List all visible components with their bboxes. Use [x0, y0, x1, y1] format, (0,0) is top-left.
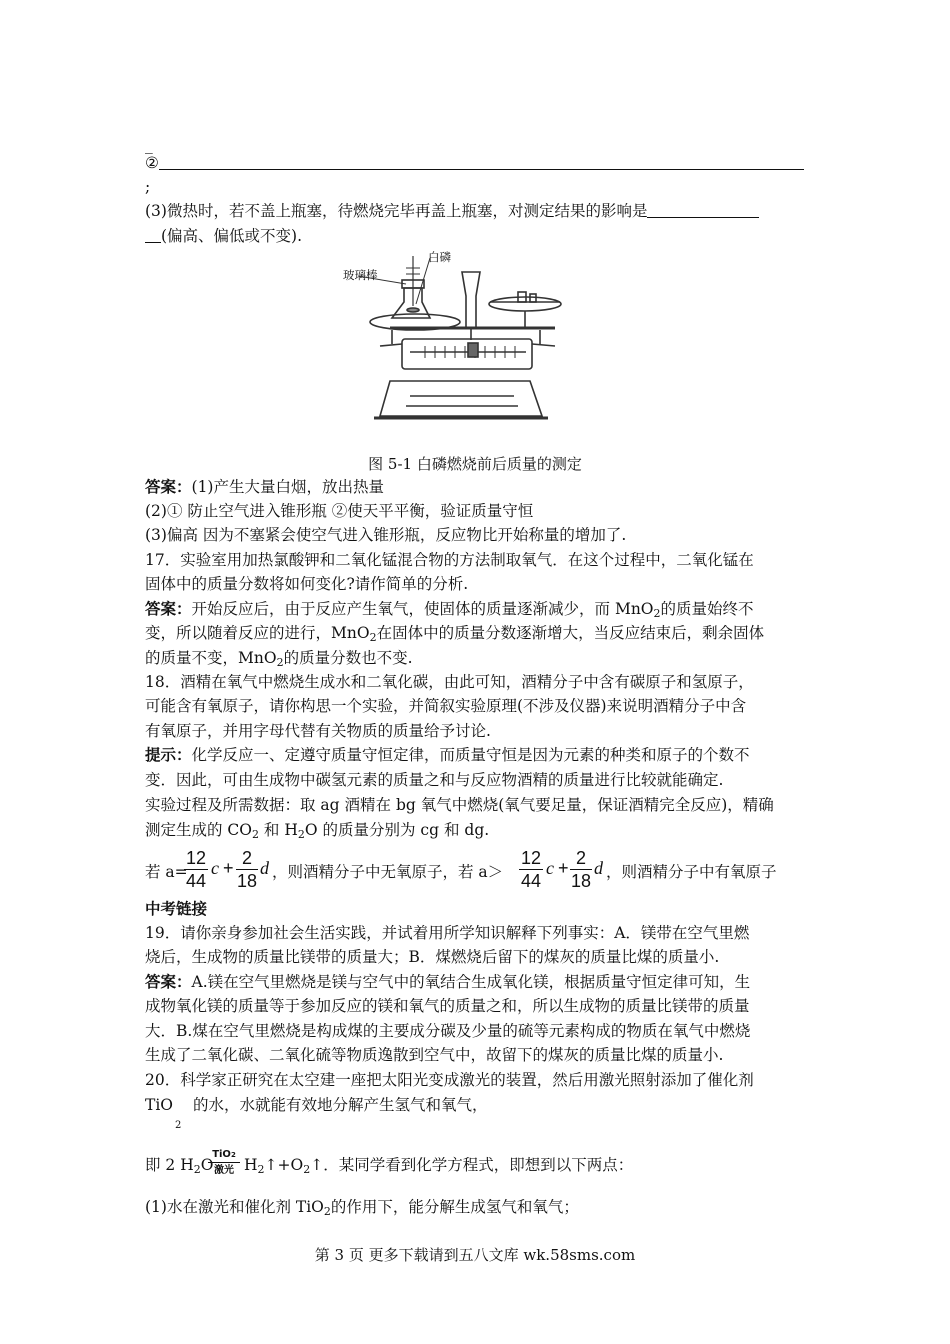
right-pan	[489, 297, 561, 311]
cond1-suffix: ，则酒精分子中无氧原子，若 a＞	[272, 863, 504, 881]
q17-line2: 固体中的质量分数将如何变化?请作简单的分析.	[145, 575, 469, 593]
label-white-phosphorus: 白磷	[428, 250, 451, 264]
q17-ans1b: 的质量始终不	[660, 600, 754, 618]
q19-answer-line3: 大．B.煤在空气里燃烧是构成煤的主要成分碳及少量的硫等元素构成的物质在氧气中燃烧	[145, 1022, 751, 1040]
frac-den: 44	[520, 871, 542, 891]
var-c: c	[546, 858, 554, 878]
q18-hint-line2: 变．因此，可由生成物中碳氢元素的质量之和与反应物酒精的质量进行比较就能确定.	[145, 771, 724, 789]
frac-den: 18	[570, 871, 592, 891]
eq-h: 即 2 H	[145, 1156, 194, 1174]
q17-ans3b: 的质量分数也不变.	[283, 649, 413, 667]
q20-point1	[145, 1196, 579, 1223]
answer16-line2: (2)① 防止空气进入锥形瓶 ②使天平平衡，验证质量守恒	[145, 502, 534, 520]
catalyst-text: TiO	[212, 1149, 231, 1160]
q18-hint1: 化学反应一、定遵守质量守恒定律，而质量守恒是因为元素的种类和原子的个数不	[191, 746, 750, 764]
q16-item2-line	[145, 152, 804, 174]
plus-sign: +	[558, 858, 569, 878]
q16-part3-text: (3)微热时，若不盖上瓶塞，待燃烧完毕再盖上瓶塞，对测定结果的影响是	[145, 202, 648, 220]
equation-products	[244, 1153, 633, 1176]
q19-line1: 19．请你亲身参加社会生活实践，并试着用所学知识解释下列事实：A．镁带在空气里燃	[145, 924, 750, 942]
balance-base	[380, 381, 542, 416]
tio-text: TiO	[145, 1096, 174, 1114]
q19-ans1: A.镁在空气里燃烧是镁与空气中的氧结合生成氧化镁，根据质量守恒定律可知，生	[191, 973, 751, 991]
tio2-subscript: 2	[175, 1120, 182, 1131]
subscript: 2	[297, 828, 305, 841]
figure-caption: 图 5-1 白磷燃烧前后质量的测定	[368, 455, 582, 473]
answer16-line3: (3)偏高 因为不塞紧会使空气进入锥形瓶，反应物比开始称量的增加了.	[145, 526, 627, 544]
q19-answer-line4: 生成了二氧化碳、二氧化硫等物质逸散到空气中，故留下的煤灰的质量比煤的质量小.	[145, 1046, 724, 1064]
point1a: (1)水在激光和催化剂 TiO	[145, 1198, 324, 1216]
subscript: 2	[323, 1205, 331, 1218]
q19-answer-line2: 成物氧化镁的质量等于参加反应的镁和氧气的质量之和，所以生成物的质量比镁带的质量	[145, 997, 750, 1015]
fraction-12-44	[519, 847, 543, 892]
cond1-prefix: 若 a=	[145, 863, 188, 881]
frac-num: 2	[241, 848, 252, 868]
frac-num: 12	[185, 848, 207, 868]
point1b: 的作用下，能分解生成氢气和氧气；	[330, 1198, 579, 1216]
q18-line1: 18．酒精在氧气中燃烧生成水和二氧化碳，由此可知，酒精分子中含有碳原子和氢原子，	[145, 673, 754, 691]
semicolon: ;	[145, 178, 151, 196]
q18-exp-line1: 实验过程及所需数据：取 ag 酒精在 bg 氧气中燃烧(氧气要足量，保证酒精完全反应)，精确	[145, 796, 774, 814]
var-c: c	[211, 858, 219, 878]
answer-blank-3	[647, 201, 759, 218]
frac-num: 12	[520, 848, 542, 868]
answer-label: 答案：	[145, 973, 192, 991]
q16-part3-line2	[145, 225, 302, 247]
q17-answer-line2	[145, 622, 764, 649]
q17-ans1a: 开始反应后，由于反应产生氧气，使固体的质量逐渐减少，而 MnO	[191, 600, 654, 618]
var-d: d	[260, 858, 269, 878]
subscript: 2	[653, 607, 661, 620]
q16-part3-options: (偏高、偏低或不变).	[161, 227, 303, 245]
page-footer: 第 3 页 更多下载请到五八文库 wk.58sms.com	[314, 1246, 636, 1264]
eq-rest: ↑+O	[264, 1156, 304, 1174]
balance-pointer-column	[462, 272, 480, 328]
plus-sign: +	[223, 858, 234, 878]
balance-scale	[402, 339, 532, 369]
fraction-12-44	[184, 847, 208, 892]
subscript: 2	[276, 656, 284, 669]
section-heading: 中考链接	[145, 900, 208, 918]
cond2-suffix: ，则酒精分子中有氧原子	[606, 863, 777, 881]
subscript: 2	[193, 1163, 201, 1176]
catalyst-above	[208, 1149, 240, 1161]
answer-blank-3-cont	[145, 226, 161, 243]
answer16-line1	[145, 476, 384, 498]
circled-2: ②	[145, 154, 159, 172]
q17-line1: 17．实验室用加热氯酸钾和二氧化锰混合物的方法制取氧气．在这个过程中，二氧化锰在	[145, 551, 754, 569]
frac-num: 2	[575, 848, 586, 868]
fraction-2-18	[236, 847, 258, 892]
answer-label: 答案：	[145, 478, 192, 496]
q17-ans3a: 的质量不变，MnO	[145, 649, 277, 667]
subscript: 2	[369, 631, 377, 644]
q18-hint-line1	[145, 744, 750, 766]
label-glass-rod: 玻璃棒	[343, 268, 378, 282]
subscript: 2	[252, 828, 259, 841]
subscript: 2	[303, 1163, 311, 1176]
subscript: 2	[257, 1163, 265, 1176]
q18-exp2c: O 的质量分别为 cg 和 dg.	[304, 821, 490, 839]
q20-line2	[145, 1094, 488, 1116]
q17-ans2a: 变，所以随着反应的进行，MnO	[145, 624, 370, 642]
q17-ans2b: 在固体中的质量分数逐渐增大，当反应结束后，剩余固体	[376, 624, 765, 642]
answer-blank-2	[159, 153, 804, 170]
eq-rest2: ↑．某同学看到化学方程式，即想到以下两点：	[310, 1156, 634, 1174]
equation-prefix	[145, 1153, 213, 1176]
q17-answer-line3	[145, 647, 413, 674]
hint-label: 提示：	[145, 746, 192, 764]
answer16-text1: (1)产生大量白烟，放出热量	[191, 478, 384, 496]
q17-answer-line1	[145, 598, 754, 625]
frac-den: 44	[185, 871, 207, 891]
reaction-condition	[208, 1149, 240, 1177]
q18-line2: 可能含有氧原子，请你构思一个实验，并简叙实验原理(不涉及仪器)来说明酒精分子中含	[145, 697, 747, 715]
q18-exp2a: 测定生成的 CO	[145, 821, 252, 839]
answer-label: 答案：	[145, 600, 192, 618]
subscript: 2	[230, 1151, 236, 1159]
q18-line3: 有氧原子，并用字母代替有关物质的质量给予讨论.	[145, 722, 491, 740]
q19-answer-line1	[145, 971, 750, 993]
eq-o: O	[200, 1156, 214, 1174]
q18-exp2b: 和 H	[259, 821, 298, 839]
var-d: d	[594, 858, 603, 878]
reaction-arrow-line	[208, 1162, 240, 1163]
condition-below: 激光	[214, 1165, 234, 1176]
q19-line2: 烧后，生成物的质量比镁带的质量大；B．煤燃烧后留下的煤灰的质量比煤的质量小.	[145, 948, 720, 966]
q16-part3-line1	[145, 200, 759, 222]
q18-exp-line2	[145, 819, 489, 846]
q20-line2b: 的水，水就能有效地分解产生氢气和氧气，	[193, 1096, 488, 1114]
fraction-2-18	[570, 847, 592, 892]
eq-h2: H	[244, 1156, 258, 1174]
dash-mark: _	[145, 136, 153, 154]
frac-den: 18	[236, 871, 258, 891]
q20-line1: 20．科学家正研究在太空建一座把太阳光变成激光的装置，然后用激光照射添加了催化剂	[145, 1071, 754, 1089]
